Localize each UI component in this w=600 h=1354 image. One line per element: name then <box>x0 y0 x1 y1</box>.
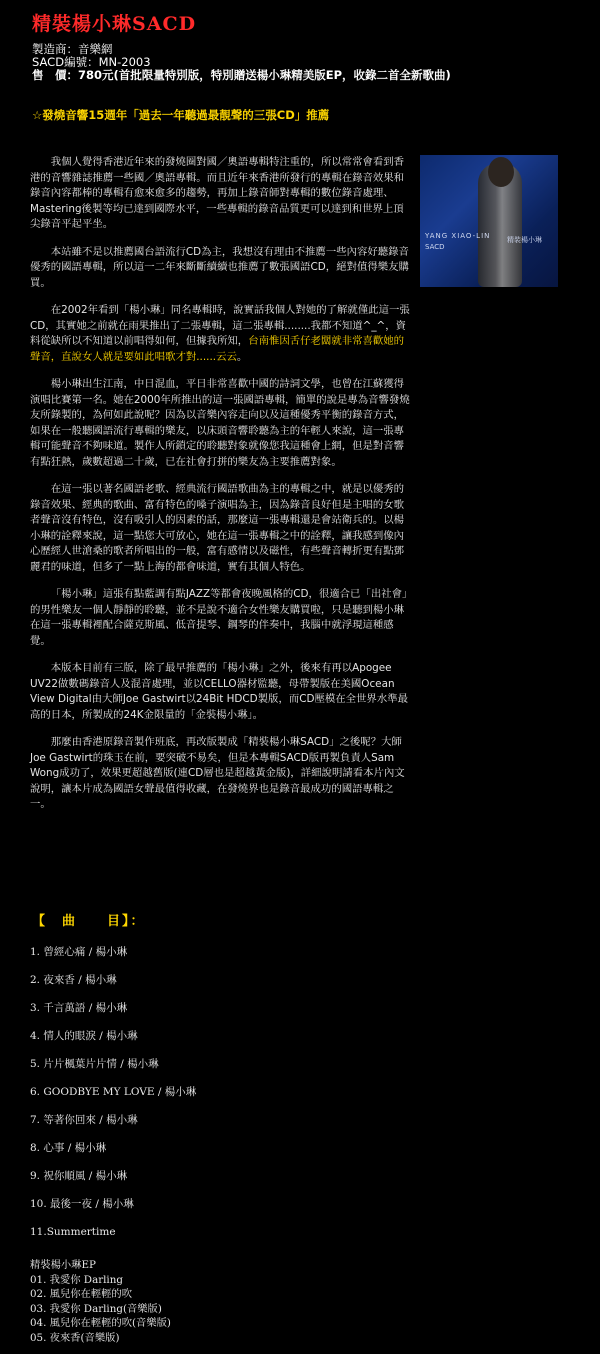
ep-tracklist <box>30 1258 171 1345</box>
price-label: 售 價： <box>32 68 78 82</box>
highlighted-quote: 台南惟因舌仔老闆就非常喜歡她的聲音，直說女人就是要如此唱歌才對......云云 <box>30 335 405 363</box>
article-body <box>30 155 413 825</box>
maker-value: 音樂網 <box>78 42 113 56</box>
track-item: 7. 等著你回來 / 楊小琳 <box>30 1114 138 1126</box>
paragraph: 本站雖不是以推薦國台語流行CD為主，我想沒有理由不推薦一些內容好聽錄音優秀的國語專輯，所以這一二年來斷斷續續也推薦了數張國語CD，絕對值得樂友購買。 <box>30 245 409 289</box>
paragraph: 本版本目前有三版，除了最早推薦的「楊小琳」之外，後來有再以Apogee UV22做數碼錄音人及混音處理，並以CELLO器材監聽，母帶製版在美國Ocean View Digital由大師Joe Gastwirt以24Bit HDCD製版，而CD壓模在全世界水準最高的日本，所製成的24K金限量的「金裝楊小琳」。 <box>30 662 408 721</box>
cover-artist-text: YANG XIAO-LIN <box>425 232 491 240</box>
recommendation-badge: ☆發燒音響15週年「過去一年聽過最靚聲的三張CD」推薦 <box>32 108 330 122</box>
paragraph <box>30 303 413 365</box>
ep-track-item: 01. 我愛你 Darling <box>30 1273 123 1286</box>
paragraph-text-end: 。 <box>236 350 248 363</box>
track-item: 2. 夜來香 / 楊小琳 <box>30 974 117 986</box>
paragraph: 在這一張以著名國語老歌、經典流行國語歌曲為主的專輯之中，就是以優秀的錄音效果、經典的歌曲、富有特色的嗓子演唱為主，因為錄音良好但是主唱的女歌者聲音沒有特色，沒有吸引人的因素的話，那麼這一張專輯還是會站衛兵的。以楊小琳的詮釋來說，這一點您大可放心，她在這一張專輯之中的詮釋，讓我感到像內心歷經人世滄桑的歌者所唱出的一般，富有感情以及磁性，有些聲音轉折更有點鄧麗君的味道，但多了一點上海的都會味道，實有其個人特色。 <box>30 483 405 573</box>
track-item: 6. GOODBYE MY LOVE / 楊小琳 <box>30 1086 197 1098</box>
track-item: 9. 祝你順風 / 楊小琳 <box>30 1170 128 1182</box>
paragraph: 那麼由香港原錄音製作班底，再改版製成「精裝楊小琳SACD」之後呢？大師Joe Gastwirt的珠玉在前，要突破不易矣，但是本專輯SACD版再製負責人Sam Wong成功了，效果更超越舊版(連CD層也是超越黃金版)，詳細說明請看本片內文說明，讓本片成為國語女聲最值得收藏，在發燒界也是錄音最成功的國語專輯之一。 <box>30 736 405 810</box>
price-value: 780元(首批限量特別版，特別贈送楊小琳精美版EP，收錄二首全新歌曲) <box>78 68 451 82</box>
price-row <box>32 69 451 82</box>
page-title: 精裝楊小琳SACD <box>32 13 197 35</box>
track-item: 1. 曾經心痛 / 楊小琳 <box>30 946 128 958</box>
tracklist-heading: 【 曲 目】： <box>32 914 146 929</box>
paragraph: 「楊小琳」這張有點藍調有點JAZZ等都會夜晚風格的CD，很適合已「出社會」的男性樂友一個人靜靜的聆聽，並不是說不適合女性樂友購買啦，只是聽到楊小琳在這一張專輯裡配合薩克斯風、低音提琴、鋼琴的伴奏中，我腦中就浮現這種感覺。 <box>30 588 413 647</box>
paragraph-text: 在2002年看到「楊小琳」同名專輯時，說實話我個人對她的了解就僅此這一張CD，其實她之前就在雨果推出了二張專輯，這二張專輯........我都不知道^_^，資料從缺所以不知道以前唱得如何，但據我所知， <box>30 304 410 347</box>
cover-figure-head <box>488 157 514 187</box>
code-value: MN-2003 <box>98 55 151 69</box>
ep-track-item: 05. 夜來香(音樂版) <box>30 1331 120 1344</box>
ep-title: 精裝楊小琳EP <box>30 1259 96 1271</box>
track-item: 8. 心事 / 楊小琳 <box>30 1142 107 1154</box>
track-item: 10. 最後一夜 / 楊小琳 <box>30 1198 134 1210</box>
cover-title-text: 精裝楊小琳 <box>507 236 542 244</box>
paragraph: 我個人覺得香港近年來的發燒圈對國／奧語專輯特注重的，所以常常會看到香港的音響雜誌推薦一些國／奧語專輯。而且近年來香港所發行的專輯在錄音效果和錄音內容都棒的專輯有愈來愈多的趨勢，再加上錄音師對專輯的數位錄音處理、Mastering後製等均已達到國際水平，一些專輯的錄音品質更可以達到和世界上頂尖錄音平起平坐。 <box>30 156 405 230</box>
paragraph: 楊小琳出生江南，中日混血，平日非常喜歡中國的詩詞文學，也曾在江蘇獲得演唱比賽第一名。她在2000年所推出的這一張國語專輯，簡單的說是專為音響發燒友所錄製的，為何如此說呢？因為以音樂內容走向以及這種優秀平衡的錄音方式，如果在一般聽國語流行專輯的樂友，以床頭音響聆聽為主的年輕人來說，這一張專輯可能聲音不夠味道。製作人所鎖定的聆聽對象就像您我這種會上網，但是對音響有點狂熱，歲數超過二十歲，已在社會打拼的樂友為主要推薦對象。 <box>30 378 410 468</box>
product-meta <box>32 43 451 82</box>
tracklist <box>30 945 196 1253</box>
cover-format-text: SACD <box>425 243 445 251</box>
ep-track-item: 02. 風兒你在輕輕的吹 <box>30 1288 133 1300</box>
track-item: 4. 情人的眼淚 / 楊小琳 <box>30 1030 138 1042</box>
maker-label: 製造商： <box>32 42 78 56</box>
ep-track-item: 04. 風兒你在輕輕的吹(音樂版) <box>30 1317 171 1329</box>
track-item: 5. 片片楓葉片片情 / 楊小琳 <box>30 1058 159 1070</box>
code-label: SACD編號： <box>32 55 99 69</box>
track-item: 11.Summertime <box>30 1226 116 1238</box>
ep-track-item: 03. 我愛你 Darling(音樂版) <box>30 1302 162 1315</box>
track-item: 3. 千言萬語 / 楊小琳 <box>30 1002 128 1014</box>
album-cover-image <box>420 155 558 287</box>
